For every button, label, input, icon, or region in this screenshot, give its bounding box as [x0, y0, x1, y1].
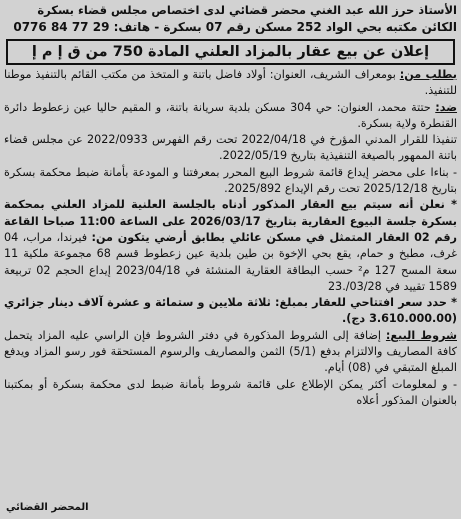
petitioner-label: بطلب من: [399, 68, 457, 81]
bailiff-signature: المحضر القضائي [6, 502, 89, 513]
notice-body [4, 67, 457, 409]
sale-announcement-paragraph [4, 197, 457, 295]
notice-header [4, 2, 457, 36]
respondent-text: حتتة محمد، العنوان: حي 304 مسكن بلدية سريانة باتنة، و المقيم حاليا عين زعطوط دائرة القنطرة ولاية بسكرة. [4, 100, 457, 130]
opening-price-paragraph: * حدد سعر افتتاحي للعقار بمبلغ: ثلاثة ملايين و ستمائة و عشرة آلاف دينار جزائري (3.610.000.00 دج). [4, 296, 457, 326]
property-description: فيرندا، مراب، 04 غرف، مطبخ و حمام، يقع بحي الإخوة بن طين بلدية عين زعطوط قسم 68 مجموعة ملكية 11 سعة المسح 127 م² حسب البطاقة العقارية المنشئة في 2023/04/18 إيداع الحجم 02 تربيعة 1589 تقييد في 03/28/.23 [4, 230, 458, 293]
sale-announcement-bold: * نعلن أنه سيتم بيع العقار المذكور أدناه بالجلسة العلنية للمزاد العلني بمحكمة بسكرة جلسة البيوع العقارية بتاريخ 2026/03/17 على الساعة 11:00 صباحا القاعة رقم 02 العقار المتمثل في مسكن عائلي بطابق أرضي يتكون من: [4, 198, 457, 244]
respondent-label: ضد: [435, 100, 458, 114]
sale-conditions-label: شروط البيع: [385, 328, 457, 342]
respondent-paragraph [4, 100, 457, 133]
judgment-paragraph: تنفيذا للقرار المدني المؤرخ في 2022/04/18 تحت رقم الفهرس 2022/0933 عن مجلس قضاء باتنة الممهور بالصيغة التنفيذية بتاريخ 2022/05/19. [4, 133, 457, 163]
sale-conditions-text: إضافة إلى الشروط المذكورة في دفتر الشروط فإن الراسي عليه المزاد يتحمل كافة المصاريف والالتزام بدفع (5/1) الثمن والمصاريف والرسوم المستحقة فور رسو المزاد ويدفع المبلغ المتبقي في (08) أيام. [4, 328, 457, 375]
notice-title: إعلان عن بيع عقار بالمزاد العلني المادة 750 من ق إ م إ [6, 39, 455, 65]
petitioner-text: بومعراف الشريف، العنوان: أولاد فاضل باتنة و المتخذ من مكتب القائم بالتنفيذ موطنا للتنفيذ. [4, 68, 457, 98]
office-address-line: الكائن مكتبه بحي الواد 252 مسكن رقم 07 بسكرة - هاتف: 29 77 84 0776 [13, 20, 457, 34]
more-info-paragraph: - و لمعلومات أكثر يمكن الإطلاع على قائمة شروط بأمانة ضبط لدى محكمة بسكرة أو بمكتبنا بالعنوان المذكور أعلاه [4, 377, 457, 407]
sale-conditions-paragraph [4, 328, 457, 377]
bailiff-name-line: الأستاذ حرز الله عبد الغني محضر قضائي لدى اختصاص مجلس قضاء بسكرة [37, 3, 457, 17]
deposit-paragraph: - بناءا على محضر إيداع قائمة شروط البيع المحرر بمعرفتنا و المودعة بأمانة ضبط محكمة بسكرة بتاريخ 2025/12/18 تحت رقم الإيداع 2025/892. [4, 165, 457, 196]
petitioner-paragraph [4, 67, 457, 100]
